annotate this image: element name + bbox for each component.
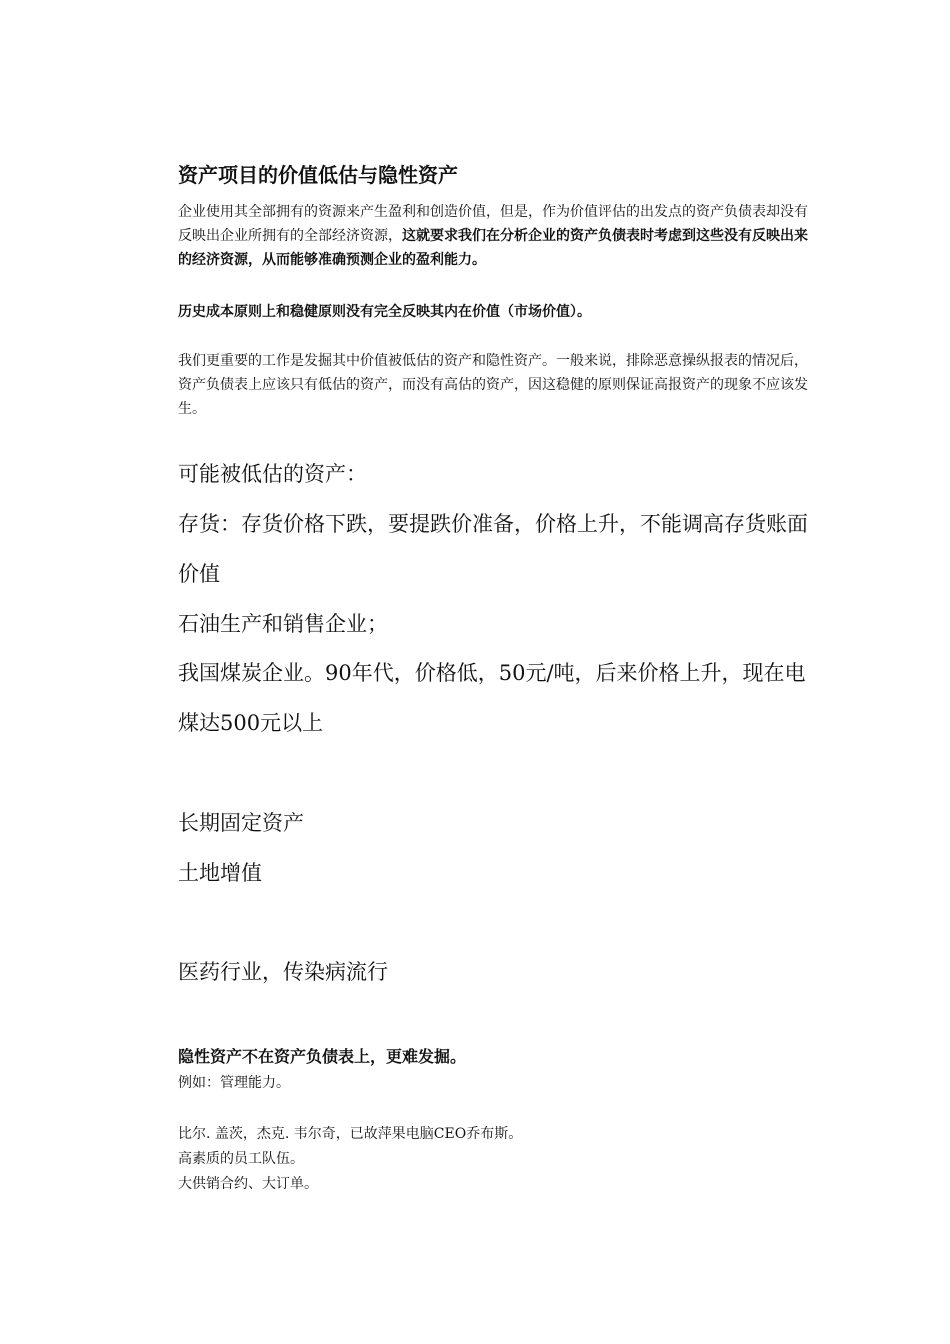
intro-bold-text: 这就要求我们在分析企业的资产负债表时考虑到这些没有反映出来的经济资源，从而能够准确预测企业的盈利能力。 — [178, 228, 808, 268]
oil-item: 石油生产和销售企业； — [178, 612, 388, 636]
medicine-item: 医药行业，传染病流行 — [178, 960, 388, 984]
land-item: 土地增值 — [178, 861, 262, 885]
inventory-item: 存货：存货价格下跌，要提跌价准备，价格上升，不能调高存货账面价值 — [178, 512, 808, 586]
work-paragraph: 我们更重要的工作是发掘其中价值被低估的资产和隐性资产。一般来说，排除恶意操纵报表的情况后，资产负债表上应该只有低估的资产，而没有高估的资产，因这稳健的原则保证高报资产的现象不应该发生。 — [178, 353, 808, 417]
document-title: 资产项目的价值低估与隐性资产 — [178, 163, 458, 187]
intro-text: 企业使用其全部拥有的资源来产生盈利和创造价值，但是，作为价值评估的出发点的资产负债表却没有反映出企业所拥有的全部经济资源， — [178, 204, 808, 244]
staff-line: 高素质的员工队伍。 — [178, 1151, 304, 1167]
coal-item: 我国煤炭企业。90年代，价格低，50元/吨，后来价格上升，现在电煤达500元以上 — [178, 661, 806, 735]
hidden-assets-heading: 隐性资产不在资产负债表上，更难发掘。 — [178, 1047, 467, 1066]
contracts-line: 大供销合约、大订单。 — [178, 1176, 318, 1192]
principle-statement: 历史成本原则上和稳健原则没有完全反映其内在价值（市场价值）。 — [178, 304, 591, 320]
people-line: 比尔. 盖茨，杰克. 韦尔奇，已故萍果电脑CEO乔布斯。 — [178, 1126, 523, 1142]
example-line: 例如：管理能力。 — [178, 1075, 290, 1091]
fixed-assets-item: 长期固定资产 — [178, 811, 304, 835]
undervalued-heading: 可能被低估的资产： — [178, 462, 367, 486]
intro-paragraph — [178, 200, 808, 272]
